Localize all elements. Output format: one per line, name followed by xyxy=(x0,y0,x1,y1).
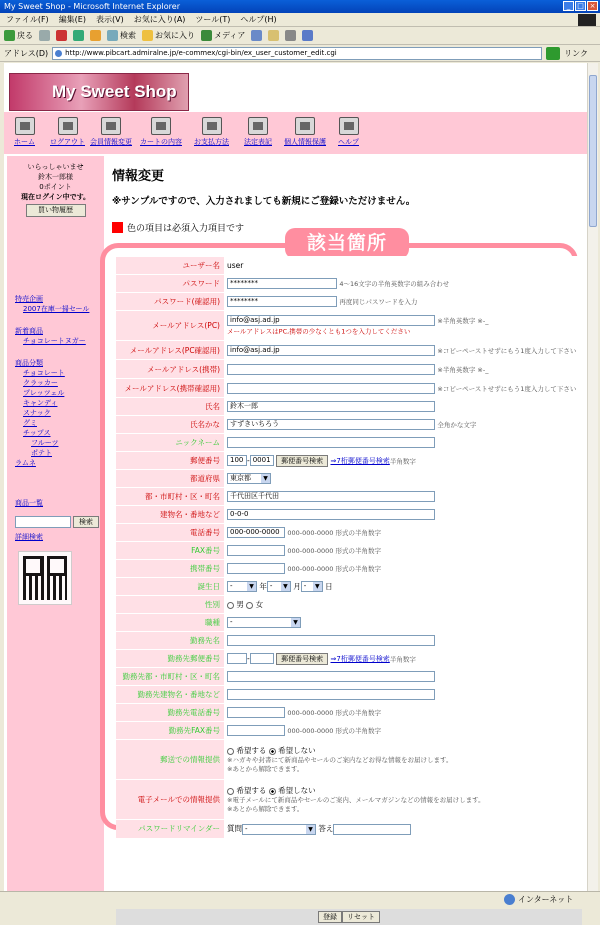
form-row: 勤務先都・市町村・区・町名 xyxy=(116,668,582,686)
document-icon xyxy=(248,117,268,135)
required-legend: 色の項目は必須入力項目です xyxy=(112,221,244,234)
new-items-section: 新着商品 チョコレートヌガー xyxy=(15,327,86,345)
form-row: 建物名・番地など 0-0-0 xyxy=(116,506,582,524)
category-item[interactable]: チョコレート xyxy=(23,369,65,377)
subcategory-item[interactable]: フルーツ xyxy=(31,439,59,447)
person-icon xyxy=(295,117,315,135)
company-input[interactable] xyxy=(227,635,435,646)
new-item[interactable]: チョコレートヌガー xyxy=(23,337,86,345)
form-row: 職種 - ▼ xyxy=(116,614,582,632)
password-input[interactable]: ******** xyxy=(227,278,337,289)
company-address-input[interactable] xyxy=(227,689,435,700)
city-input[interactable]: 千代田区千代田 xyxy=(227,491,435,502)
sidebar-search xyxy=(15,516,99,528)
home-icon xyxy=(15,117,35,135)
category-item[interactable]: スナック xyxy=(23,409,51,417)
minimize-button[interactable]: _ xyxy=(563,1,574,11)
product-list-section xyxy=(15,498,43,508)
qr-code xyxy=(19,552,71,604)
email-mobile-input[interactable] xyxy=(227,364,435,375)
advanced-search-section xyxy=(15,532,43,542)
edit-icon xyxy=(302,30,313,41)
nickname-input[interactable] xyxy=(227,437,435,448)
zip1-input[interactable]: 100 xyxy=(227,455,247,466)
fax-input[interactable] xyxy=(227,545,285,556)
category-item[interactable]: クラッカー xyxy=(23,379,58,387)
welcome-box: いらっしゃいませ 鈴木一郎様 0ポイント 現在ログイン中です。 買い物履歴 xyxy=(7,156,104,217)
form-row: パスワードリマインダー 質問 - ▼ 答え xyxy=(116,820,582,838)
username-value: user xyxy=(227,261,244,270)
browser-toolbar xyxy=(0,27,600,45)
required-color-swatch xyxy=(112,222,123,233)
edit-form xyxy=(116,256,582,838)
submit-button[interactable]: 登録 xyxy=(318,911,342,923)
menu-favorites[interactable]: お気に入り(A) xyxy=(133,15,186,24)
nav-cart[interactable]: カートの内容 xyxy=(140,117,182,147)
go-icon[interactable] xyxy=(546,47,560,60)
address-input[interactable]: 0-0-0 xyxy=(227,509,435,520)
refresh-icon xyxy=(73,30,84,41)
purchase-history-button[interactable]: 買い物履歴 xyxy=(26,204,86,217)
subcategory-item[interactable]: ポテト xyxy=(31,449,52,457)
back-button[interactable]: 戻る xyxy=(4,30,33,41)
form-row: 携帯番号 000-000-0000 形式の半角数字 xyxy=(116,560,582,578)
form-row: パスワード(確認用) ******** 再度同じパスワードを入力 xyxy=(116,293,582,311)
refresh-button[interactable] xyxy=(73,30,84,41)
print-button[interactable] xyxy=(285,30,296,41)
form-row: メールアドレス(PC確認用) info@asj.ad.jp ※コピーペーストせずにもう1度入力して下さい xyxy=(116,341,582,360)
nav-privacy[interactable]: 個人情報保護 xyxy=(284,117,326,147)
forward-button[interactable] xyxy=(39,30,50,41)
company-fax-input[interactable] xyxy=(227,725,285,736)
form-row: 性別 男 女 xyxy=(116,596,582,614)
reminder-answer-input[interactable] xyxy=(333,824,411,835)
form-row: 電話番号 000-000-0000 000-000-0000 形式の半角数字 xyxy=(116,524,582,542)
media-icon xyxy=(201,30,212,41)
company-tel-input[interactable] xyxy=(227,707,285,718)
form-row: 氏名かな すずきいちろう 全角かな文字 xyxy=(116,416,582,434)
forward-icon xyxy=(39,30,50,41)
site-logo: My Sweet Shop xyxy=(52,82,177,101)
mail-yes-radio[interactable] xyxy=(227,748,234,755)
sample-notice: ※サンプルですので、入力されましても新規にご登録いただけません。 xyxy=(112,196,416,207)
menu-tools[interactable]: ツール(T) xyxy=(195,15,231,24)
stop-button[interactable] xyxy=(56,30,67,41)
main-nav xyxy=(4,112,587,154)
edit-button[interactable] xyxy=(302,30,313,41)
status-bar xyxy=(0,891,600,907)
job-select[interactable]: - ▼ xyxy=(227,617,301,628)
gender-female-radio[interactable] xyxy=(246,602,253,609)
links-label[interactable]: リンク xyxy=(564,48,589,58)
form-row: 都道府県 東京都 ▼ xyxy=(116,470,582,488)
reset-button[interactable]: リセット xyxy=(342,911,380,923)
nav-member-info[interactable]: 会員情報変更 xyxy=(90,117,132,147)
site-banner[interactable] xyxy=(9,73,189,111)
menu-view[interactable]: 表示(V) xyxy=(95,15,124,24)
form-row: パスワード ******** 4～16文字の半角英数字の組み合わせ xyxy=(116,275,582,293)
password-confirm-input[interactable]: ******** xyxy=(227,296,337,307)
kana-input[interactable]: すずきいちろう xyxy=(227,419,435,430)
special-section: 特売企画 2007在庫一掃セール xyxy=(15,295,90,313)
menu-file[interactable]: ファイル(F) xyxy=(6,15,49,24)
form-row: メールアドレス(携帯確認用) ※コピーペーストせずにもう1度入力して下さい xyxy=(116,379,582,398)
sidebar xyxy=(7,156,104,891)
login-status: 現在ログイン中です。 xyxy=(20,193,91,201)
highlight-badge: 該当箇所 xyxy=(285,228,409,259)
category-item[interactable]: キャンディ xyxy=(23,399,58,407)
zip-search-link[interactable]: ⇒7桁郵便番号検索 xyxy=(330,456,390,465)
product-list-link[interactable]: 商品一覧 xyxy=(15,499,43,507)
menu-edit[interactable]: 編集(E) xyxy=(58,15,86,24)
history-icon xyxy=(251,30,262,41)
zip-search-button[interactable]: 郵便番号検索 xyxy=(276,455,328,467)
stop-icon xyxy=(56,30,67,41)
birth-day-select[interactable]: - ▼ xyxy=(301,581,323,592)
company-city-input[interactable] xyxy=(227,671,435,682)
nav-logout[interactable]: ログアウト xyxy=(50,117,85,147)
address-label: アドレス(D) xyxy=(4,48,49,58)
special-item[interactable]: 2007在庫一掃セール xyxy=(23,305,90,313)
gender-male-radio[interactable] xyxy=(227,602,234,609)
category-item[interactable]: ラムネ xyxy=(15,459,36,467)
zip2-input[interactable]: 0001 xyxy=(250,455,274,466)
form-row: 郵便番号 100 - 0001 郵便番号検索 ⇒7桁郵便番号検索半角数字 xyxy=(116,452,582,470)
company-zip-search-button[interactable]: 郵便番号検索 xyxy=(276,653,328,665)
form-row: FAX番号 000-000-0000 形式の半角数字 xyxy=(116,542,582,560)
email-mobile-confirm-input[interactable] xyxy=(227,383,435,394)
company-zip-search-link[interactable]: ⇒7桁郵便番号検索 xyxy=(330,654,390,663)
form-row: 氏名 鈴木一郎 xyxy=(116,398,582,416)
back-icon xyxy=(4,30,15,41)
email-warning: メールアドレスはPC,携帯の少なくとも1つを入力してください xyxy=(227,327,411,336)
prefecture-select[interactable]: 東京都 ▼ xyxy=(227,473,271,484)
email-yes-radio[interactable] xyxy=(227,788,234,795)
maximize-button[interactable]: □ xyxy=(575,1,586,11)
yen-icon xyxy=(202,117,222,135)
close-button[interactable]: × xyxy=(587,1,598,11)
cart-icon xyxy=(151,117,171,135)
form-row: 勤務先建物名・番地など xyxy=(116,686,582,704)
menu-bar xyxy=(0,13,600,27)
form-row: 勤務先郵便番号 - 郵便番号検索 ⇒7桁郵便番号検索半角数字 xyxy=(116,650,582,668)
menu-help[interactable]: ヘルプ(H) xyxy=(240,15,277,24)
tel-input[interactable]: 000-000-0000 xyxy=(227,527,285,538)
advanced-search-link[interactable]: 詳細検索 xyxy=(15,533,43,541)
address-input[interactable]: http://www.pibcart.admiralne.jp/e-commex/cgi-bin/ex_user_customer_edit.cgi xyxy=(52,47,542,60)
category-section: 商品分類 チョコレート クラッカー プレッツェル キャンディ スナック グミ チップス フルーツ ポテト ラムネ xyxy=(15,359,65,467)
security-zone: インターネット xyxy=(504,894,573,905)
name-input[interactable]: 鈴木一郎 xyxy=(227,401,435,412)
nav-help[interactable]: ヘルプ xyxy=(338,117,359,147)
form-row: メールアドレス(PC) info@asj.ad.jp ※半角英数字 ※-_ メールアドレスはPC,携帯の少なくとも1つを入力してください xyxy=(116,311,582,341)
email-pc-confirm-input[interactable]: info@asj.ad.jp xyxy=(227,345,435,356)
form-row: 勤務先FAX番号 000-000-0000 形式の半角数字 xyxy=(116,722,582,740)
star-icon xyxy=(142,30,153,41)
user-name: 鈴木一郎様 xyxy=(38,173,73,181)
search-input[interactable] xyxy=(15,516,71,528)
member-card-icon xyxy=(101,117,121,135)
mail-icon xyxy=(268,30,279,41)
page-title: 情報変更 xyxy=(112,169,165,184)
form-row: メールアドレス(携帯) ※半角英数字 ※-_ xyxy=(116,360,582,379)
home-button[interactable] xyxy=(90,30,101,41)
print-icon xyxy=(285,30,296,41)
submit-area xyxy=(116,909,582,925)
category-item[interactable]: チップス xyxy=(23,429,51,437)
form-row: 郵送での情報提供 希望する 希望しない ※ハガキや封書にて新商品やセールのご案内などお得な情報をお届けします。 ※あとから解除できます。 xyxy=(116,740,582,780)
window-titlebar xyxy=(0,0,600,13)
favorites-button[interactable]: お気に入り xyxy=(142,30,195,41)
windows-logo-icon xyxy=(578,14,596,26)
email-pc-input[interactable]: info@asj.ad.jp xyxy=(227,315,435,326)
form-row: 勤務先名 xyxy=(116,632,582,650)
birth-year-select[interactable]: - ▼ xyxy=(227,581,257,592)
home-icon xyxy=(90,30,101,41)
mail-button[interactable] xyxy=(268,30,279,41)
company-zip2-input[interactable] xyxy=(250,653,274,664)
form-row: ニックネーム xyxy=(116,434,582,452)
window-title: My Sweet Shop - Microsoft Internet Explorer xyxy=(4,2,180,11)
form-row: 電子メールでの情報提供 希望する 希望しない ※電子メールにて新商品やセールのご案内、メールマガジンなどの情報をお届けします。 ※あとから解除できます。 xyxy=(116,780,582,820)
email-no-radio[interactable] xyxy=(269,788,276,795)
nav-home[interactable]: ホーム xyxy=(14,117,35,147)
form-row: ユーザー名 user xyxy=(116,257,582,275)
search-icon xyxy=(107,30,118,41)
question-icon xyxy=(339,117,359,135)
form-row: 誕生日 - ▼ 年 - ▼ 月 - ▼ 日 xyxy=(116,578,582,596)
logout-icon xyxy=(58,117,78,135)
reminder-question-select[interactable]: - ▼ xyxy=(242,824,316,835)
nav-legal[interactable]: 法定表記 xyxy=(244,117,272,147)
mail-no-radio[interactable] xyxy=(269,748,276,755)
points: 0ポイント xyxy=(39,183,72,191)
address-bar xyxy=(0,45,600,62)
globe-icon xyxy=(504,894,515,905)
nav-payment[interactable]: お支払方法 xyxy=(194,117,229,147)
form-row: 勤務先電話番号 000-000-0000 形式の半角数字 xyxy=(116,704,582,722)
company-zip1-input[interactable] xyxy=(227,653,247,664)
category-item[interactable]: プレッツェル xyxy=(23,389,65,397)
vertical-scrollbar[interactable] xyxy=(587,63,598,891)
category-item[interactable]: グミ xyxy=(23,419,37,427)
history-button[interactable] xyxy=(251,30,262,41)
mobile-input[interactable] xyxy=(227,563,285,574)
birth-month-select[interactable]: - ▼ xyxy=(267,581,291,592)
scroll-thumb[interactable] xyxy=(589,75,597,227)
media-button[interactable]: メディア xyxy=(201,30,245,41)
search-button[interactable]: 検索 xyxy=(107,30,136,41)
form-row: 都・市町村・区・町名 千代田区千代田 xyxy=(116,488,582,506)
search-button[interactable]: 検索 xyxy=(73,516,99,528)
